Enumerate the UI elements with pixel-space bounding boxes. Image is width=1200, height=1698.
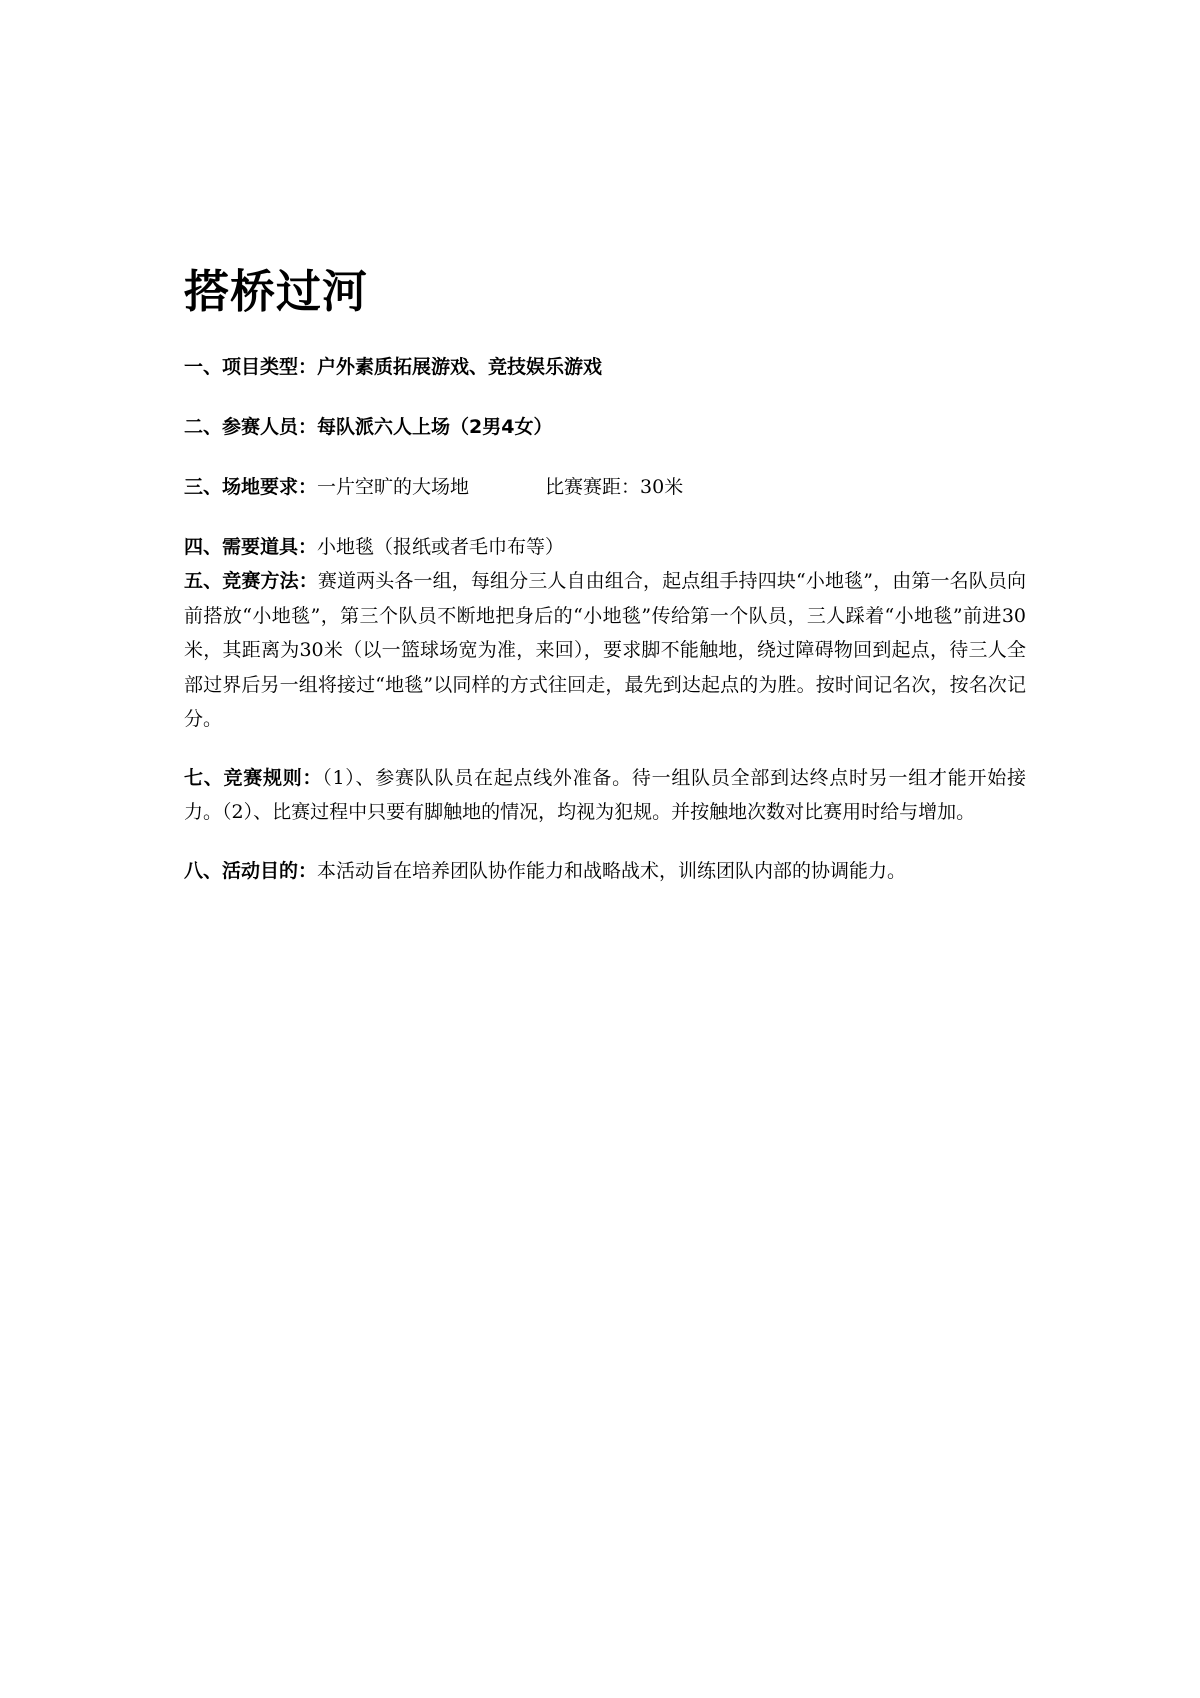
section-label: 三、场地要求： xyxy=(184,476,318,498)
section-label: 一、项目类型： xyxy=(184,356,318,378)
section-label: 七、竞赛规则： xyxy=(184,766,323,789)
section-label: 八、活动目的： xyxy=(184,859,318,882)
section-venue xyxy=(184,470,1026,504)
section-value: 每队派六人上场（2男4女） xyxy=(317,416,553,438)
section-label: 五、竞赛方法： xyxy=(184,570,318,592)
document-body xyxy=(184,262,1026,888)
section-value: 本活动旨在培养团队协作能力和战略战术，训练团队内部的协调能力。 xyxy=(317,859,907,882)
section-value: 赛道两头各一组，每组分三人自由组合，起点组手持四块“小地毯”，由第一名队员向前搭放“小地毯”，第三个队员不断地把身后的“小地毯”传给第一个队员，三人踩着“小地毯”前进30米，其距离为30米（以一篮球场宽为准，来回），要求脚不能触地，绕过障碍物回到起点，待三人全部过界后另一组将接过“地毯”以同样的方式往回走，最先到达起点的为胜。按时间记名次，按名次记分。 xyxy=(184,570,1026,730)
section-props xyxy=(184,530,1026,564)
section-rules xyxy=(184,761,1026,830)
section-participants xyxy=(184,410,1026,444)
section-project-type xyxy=(184,350,1026,384)
section-method xyxy=(184,564,1026,737)
section-value: 户外素质拓展游戏、竞技娱乐游戏 xyxy=(317,356,603,378)
section-value: 一片空旷的大场地 xyxy=(317,476,470,498)
section-value: 小地毯（报纸或者毛巾布等） xyxy=(317,536,565,558)
document-title: 搭桥过河 xyxy=(184,265,369,318)
section-purpose xyxy=(184,854,1026,888)
section-distance: 比赛赛距：30米 xyxy=(545,476,684,498)
section-label: 二、参赛人员： xyxy=(184,416,318,438)
section-value: （1）、参赛队队员在起点线外准备。待一组队员全部到达终点时另一组才能开始接力。（2）、比赛过程中只要有脚触地的情况，均视为犯规。并按触地次数对比赛用时给与增加。 xyxy=(184,766,1026,823)
section-label: 四、需要道具： xyxy=(184,536,318,558)
